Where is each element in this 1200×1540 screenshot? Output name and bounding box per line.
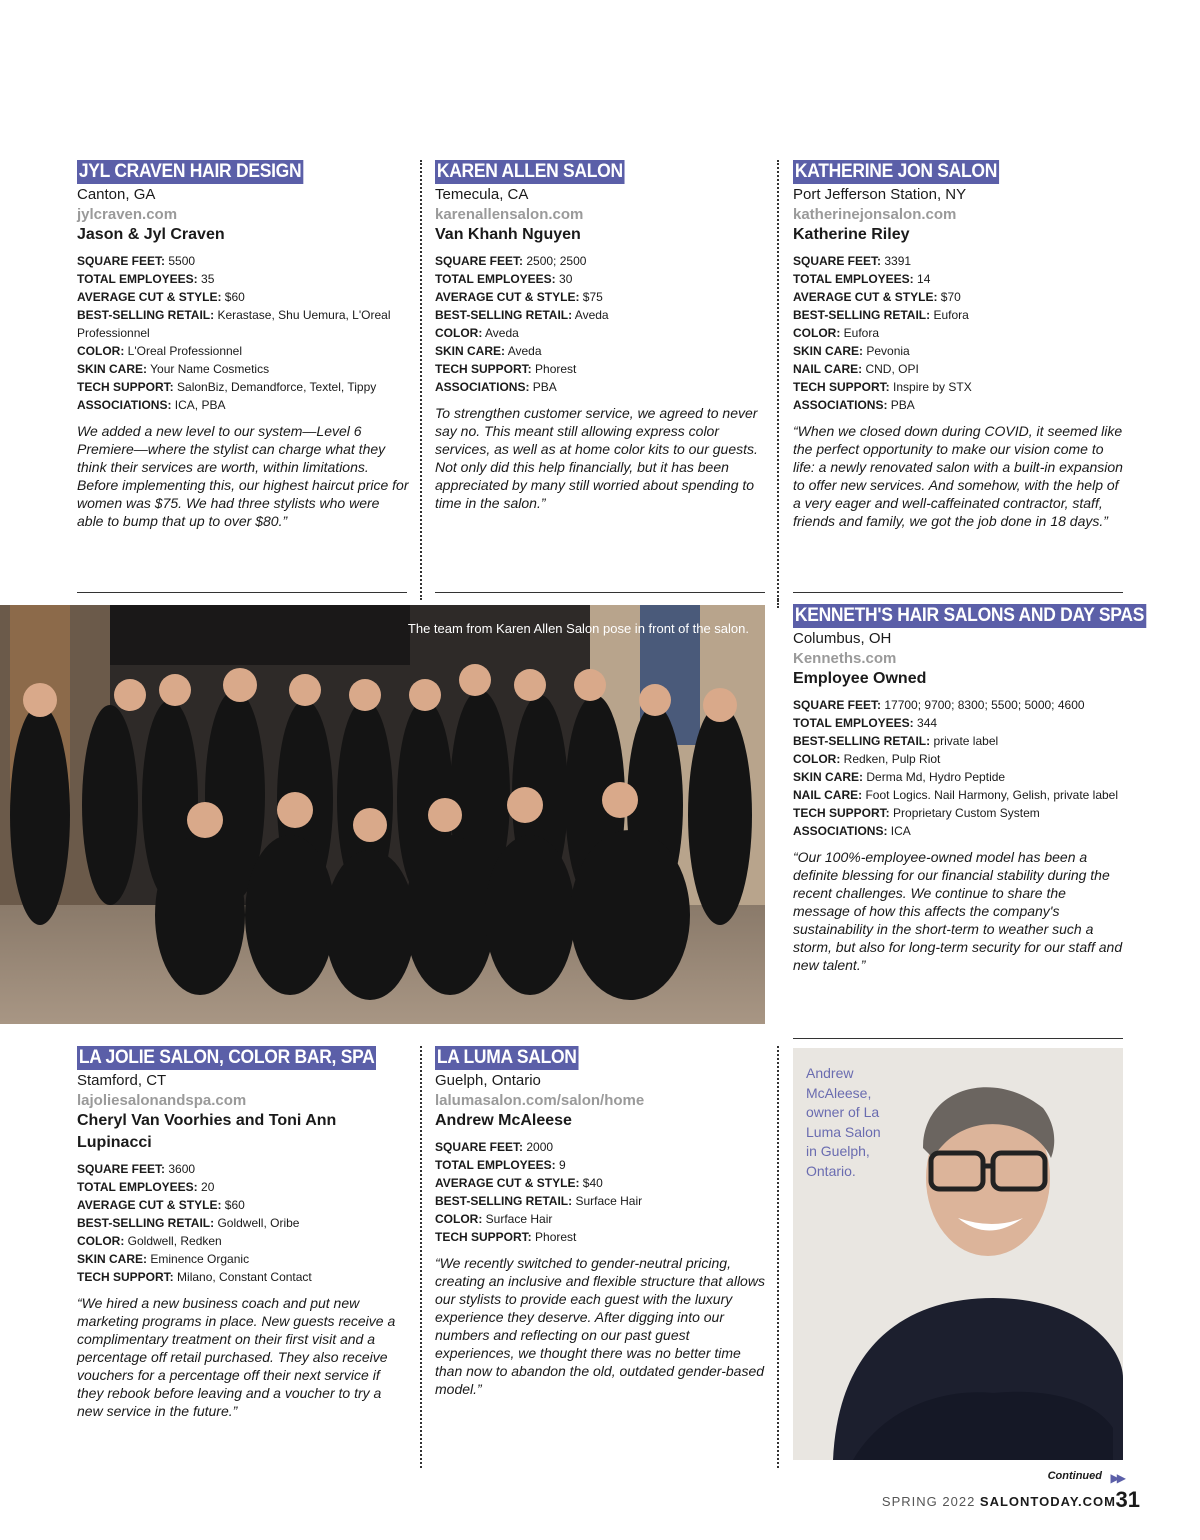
stat-value: Phorest — [535, 362, 577, 376]
stat-line — [435, 1156, 767, 1174]
stat-line — [793, 696, 1125, 714]
column-divider-right-lower — [777, 1046, 779, 1468]
stat-value: $60 — [224, 1198, 245, 1212]
column-divider-left — [420, 160, 422, 600]
stat-value: Aveda — [574, 308, 609, 322]
portrait-caption: Andrew McAleese, owner of La Luma Salon in Guelph, Ontario. — [806, 1065, 881, 1179]
salon-name: JYL CRAVEN HAIR DESIGN — [78, 161, 302, 182]
salon-owner: Andrew McAleese — [435, 1112, 572, 1129]
team-photo-image — [0, 605, 765, 1024]
stat-value: Goldwell, Redken — [127, 1234, 222, 1248]
stat-line — [77, 378, 409, 396]
stat-value: L'Oreal Professionnel — [127, 344, 243, 358]
stat-label: COLOR: — [435, 1212, 483, 1226]
stat-value: Goldwell, Oribe — [217, 1216, 300, 1230]
stat-line — [77, 342, 409, 360]
stat-label: ASSOCIATIONS: — [793, 824, 888, 838]
stat-value: Derma Md, Hydro Peptide — [866, 770, 1006, 784]
stat-line — [435, 342, 767, 360]
salon-quote: “We recently switched to gender-neutral pricing, creating an inclusive and flexible structure that allows our stylists to provide each guest with the luxury experience they deserve. After digging into our numbers and reflecting on our past guest experiences, we thought there was no better time than now to abandon the old, outdated gender-based model.” — [435, 1255, 765, 1397]
stat-line — [793, 342, 1125, 360]
stat-value: Inspire by STX — [893, 380, 972, 394]
stat-line — [435, 252, 767, 270]
stat-line — [435, 1174, 767, 1192]
salon-name: KATHERINE JON SALON — [794, 161, 998, 182]
stat-value: Milano, Constant Contact — [177, 1270, 312, 1284]
stat-line — [793, 252, 1125, 270]
stat-value: 35 — [201, 272, 215, 286]
section-rule — [793, 1038, 1123, 1039]
team-photo — [0, 605, 765, 1024]
stat-value: 20 — [201, 1180, 215, 1194]
stat-value: SalonBiz, Demandforce, Textel, Tippy — [177, 380, 377, 394]
stat-line — [435, 324, 767, 342]
stat-label: TECH SUPPORT: — [793, 380, 890, 394]
stat-value: ICA — [890, 824, 911, 838]
photo-caption: The team from Karen Allen Salon pose in front of the salon. — [407, 621, 749, 636]
stat-line — [793, 324, 1125, 342]
stat-value: $70 — [940, 290, 961, 304]
salon-entry-jyl-craven — [77, 160, 409, 530]
stat-value: Foot Logics. Nail Harmony, Gelish, private label — [865, 788, 1119, 802]
stat-value: Eminence Organic — [150, 1252, 250, 1266]
stat-line — [77, 306, 409, 342]
stat-value: PBA — [532, 380, 557, 394]
stat-value: 9 — [559, 1158, 566, 1172]
continued-label: Continued — [1047, 1470, 1102, 1482]
section-rule — [793, 592, 1123, 593]
stat-line — [435, 360, 767, 378]
stat-line — [435, 306, 767, 324]
stat-label: COLOR: — [77, 344, 125, 358]
stat-value: 30 — [559, 272, 573, 286]
stat-label: COLOR: — [77, 1234, 125, 1248]
stat-label: BEST-SELLING RETAIL: — [793, 308, 931, 322]
salon-quote: “We hired a new business coach and put new marketing programs in place. New guests receive a complimentary treatment on their first visit and a percentage off retail purchased. They also receive vouchers for a percentage off their next service if they rebook before leaving and a voucher to try a new service in the future.” — [77, 1295, 396, 1419]
stat-label: COLOR: — [793, 752, 841, 766]
stat-label: AVERAGE CUT & STYLE: — [435, 1176, 580, 1190]
stat-value: 5500 — [168, 254, 196, 268]
stat-value: Pevonia — [866, 344, 910, 358]
stat-line — [435, 288, 767, 306]
salon-stats — [793, 696, 1125, 840]
stat-line — [77, 1160, 409, 1178]
salon-location: Guelph, Ontario — [435, 1072, 541, 1089]
stat-line — [793, 732, 1125, 750]
salon-owner: Employee Owned — [793, 670, 927, 687]
stat-label: SQUARE FEET: — [435, 254, 524, 268]
stat-label: TOTAL EMPLOYEES: — [77, 272, 198, 286]
stat-line — [77, 1250, 409, 1268]
stat-label: SKIN CARE: — [435, 344, 506, 358]
stat-line — [435, 1228, 767, 1246]
stat-label: BEST-SELLING RETAIL: — [435, 308, 573, 322]
stat-value: Eufora — [933, 308, 969, 322]
stat-value: Redken, Pulp Riot — [843, 752, 941, 766]
page-number: 31 — [1115, 1487, 1140, 1512]
stat-line — [77, 1268, 409, 1286]
stat-value: 3600 — [168, 1162, 196, 1176]
stat-value: Kerastase, Shu Uemura, L'Oreal Professionnel — [77, 308, 391, 340]
salon-entry-katherine-jon — [793, 160, 1125, 530]
stat-value: Your Name Cosmetics — [150, 362, 270, 376]
continued-arrow-icon: ▶▶ — [1110, 1471, 1123, 1485]
stat-label: AVERAGE CUT & STYLE: — [77, 1198, 222, 1212]
stat-label: SQUARE FEET: — [77, 254, 166, 268]
stat-line — [77, 270, 409, 288]
stat-label: BEST-SELLING RETAIL: — [77, 1216, 215, 1230]
stat-line — [793, 786, 1125, 804]
stat-line — [435, 1138, 767, 1156]
stat-label: AVERAGE CUT & STYLE: — [77, 290, 222, 304]
stat-line — [77, 1178, 409, 1196]
salon-name: KAREN ALLEN SALON — [436, 161, 623, 182]
salon-stats — [77, 1160, 409, 1286]
stat-label: NAIL CARE: — [793, 362, 863, 376]
stat-line — [435, 378, 767, 396]
stat-line — [435, 270, 767, 288]
stat-label: SQUARE FEET: — [435, 1140, 524, 1154]
stat-label: SKIN CARE: — [77, 362, 148, 376]
stat-label: ASSOCIATIONS: — [435, 380, 530, 394]
stat-label: TOTAL EMPLOYEES: — [793, 272, 914, 286]
stat-value: Surface Hair — [485, 1212, 553, 1226]
salon-location: Temecula, CA — [435, 186, 529, 203]
salon-owner: Katherine Riley — [793, 226, 910, 243]
stat-line — [793, 804, 1125, 822]
salon-quote: To strengthen customer service, we agreed to never say no. This meant still allowing express color services, as well as at home color kits to our guests. Not only did this help financially, but it has been appreciated by many still worried about spending to time in the salon.” — [435, 405, 758, 511]
section-rule — [435, 592, 765, 593]
stat-value: 17700; 9700; 8300; 5500; 5000; 4600 — [884, 698, 1085, 712]
stat-label: COLOR: — [435, 326, 483, 340]
salon-owner: Van Khanh Nguyen — [435, 226, 581, 243]
stat-line — [793, 288, 1125, 306]
salon-quote: We added a new level to our system—Level 6 Premiere—where the stylist can charge what they think their services are worth, within limitations. Before implementing this, our highest haircut price for women was $75. We had three stylists who were able to bump that up to over $80.” — [77, 423, 409, 529]
stat-line — [793, 750, 1125, 768]
stat-value: 2500; 2500 — [526, 254, 587, 268]
stat-label: COLOR: — [793, 326, 841, 340]
salon-location: Columbus, OH — [793, 630, 892, 647]
stat-line — [77, 360, 409, 378]
salon-website-link[interactable]: katherinejonsalon.com — [793, 206, 957, 223]
stat-value: ICA, PBA — [174, 398, 226, 412]
stat-label: ASSOCIATIONS: — [77, 398, 172, 412]
stat-label: SKIN CARE: — [77, 1252, 148, 1266]
stat-label: TOTAL EMPLOYEES: — [435, 272, 556, 286]
stat-label: AVERAGE CUT & STYLE: — [435, 290, 580, 304]
salon-location: Canton, GA — [77, 186, 156, 203]
stat-value: Proprietary Custom System — [893, 806, 1040, 820]
stat-value: $60 — [224, 290, 245, 304]
stat-label: AVERAGE CUT & STYLE: — [793, 290, 938, 304]
stat-line — [793, 714, 1125, 732]
stat-value: private label — [933, 734, 999, 748]
stat-label: TECH SUPPORT: — [793, 806, 890, 820]
stat-line — [77, 1232, 409, 1250]
salon-entry-la-luma — [435, 1046, 767, 1398]
stat-line — [77, 1214, 409, 1232]
salon-name: LA LUMA SALON — [436, 1047, 577, 1068]
issue-season: SPRING 2022 — [881, 1494, 976, 1509]
stat-value: $75 — [582, 290, 603, 304]
stat-label: BEST-SELLING RETAIL: — [77, 308, 215, 322]
stat-label: SKIN CARE: — [793, 770, 864, 784]
stat-value: Phorest — [535, 1230, 577, 1244]
page-footer — [882, 1494, 1116, 1509]
column-divider-right — [777, 160, 779, 600]
stat-label: TOTAL EMPLOYEES: — [77, 1180, 198, 1194]
stat-line — [793, 822, 1125, 840]
salon-owner: Cheryl Van Voorhies and Toni Ann Lupinacci — [77, 1112, 337, 1151]
stat-label: ASSOCIATIONS: — [793, 398, 888, 412]
salon-entry-kenneths — [793, 604, 1145, 974]
stat-line — [435, 1210, 767, 1228]
stat-line — [435, 1192, 767, 1210]
stat-label: BEST-SELLING RETAIL: — [793, 734, 931, 748]
stat-value: 14 — [917, 272, 931, 286]
stat-label: SQUARE FEET: — [793, 698, 882, 712]
stat-value: Aveda — [507, 344, 542, 358]
stat-value: 344 — [917, 716, 938, 730]
stat-value: Surface Hair — [575, 1194, 643, 1208]
salon-name: LA JOLIE SALON, COLOR BAR, SPA — [78, 1047, 375, 1068]
salon-owner: Jason & Jyl Craven — [77, 226, 225, 243]
salon-website-link[interactable]: Kenneths.com — [793, 650, 897, 667]
salon-stats — [435, 1138, 767, 1246]
stat-value: CND, OPI — [865, 362, 919, 376]
salon-website-link[interactable]: lalumasalon.com/salon/home — [435, 1092, 645, 1109]
stat-label: SKIN CARE: — [793, 344, 864, 358]
salon-quote: “Our 100%-employee-owned model has been a definite blessing for our financial stability during the recent challenges. We continue to share the message of how this affects the company's sustainability in the short-term to weather such a storm, but also for long-term security for our staff and new talent.” — [793, 849, 1123, 973]
salon-stats — [793, 252, 1125, 414]
section-rule — [77, 592, 407, 593]
salon-entry-la-jolie — [77, 1046, 409, 1420]
salon-website-link[interactable]: karenallensalon.com — [435, 206, 584, 223]
stat-label: TOTAL EMPLOYEES: — [793, 716, 914, 730]
stat-value: 2000 — [526, 1140, 554, 1154]
stat-label: TOTAL EMPLOYEES: — [435, 1158, 556, 1172]
stat-value: Eufora — [843, 326, 880, 340]
salon-stats — [77, 252, 409, 414]
salon-location: Stamford, CT — [77, 1072, 167, 1089]
salon-name: KENNETH'S HAIR SALONS AND DAY SPAS — [794, 605, 1145, 626]
salon-quote: “When we closed down during COVID, it seemed like the perfect opportunity to make our vision come to life: a newly renovated salon with a built-in expansion to offer new services. And somehow, with the help of a very eager and well-caffeinated contractor, staff, friends and family, we got the job done in 18 days.” — [793, 423, 1123, 529]
stat-label: NAIL CARE: — [793, 788, 863, 802]
column-divider-right-mid — [777, 600, 779, 608]
stat-value: 3391 — [884, 254, 912, 268]
salon-entry-karen-allen — [435, 160, 767, 512]
stat-label: TECH SUPPORT: — [435, 362, 532, 376]
stat-line — [793, 306, 1125, 324]
stat-label: TECH SUPPORT: — [77, 1270, 174, 1284]
owner-portrait — [793, 1048, 1123, 1460]
stat-label: TECH SUPPORT: — [435, 1230, 532, 1244]
stat-label: TECH SUPPORT: — [77, 380, 174, 394]
stat-label: SQUARE FEET: — [77, 1162, 166, 1176]
salon-location: Port Jefferson Station, NY — [793, 186, 967, 203]
stat-label: BEST-SELLING RETAIL: — [435, 1194, 573, 1208]
stat-line — [793, 270, 1125, 288]
stat-value: Aveda — [485, 326, 519, 340]
stat-line — [77, 396, 409, 414]
salon-stats — [435, 252, 767, 396]
stat-value: PBA — [890, 398, 915, 412]
stat-line — [793, 360, 1125, 378]
salon-website-link[interactable]: lajoliesalonandspa.com — [77, 1092, 247, 1109]
stat-line — [77, 1196, 409, 1214]
stat-line — [77, 288, 409, 306]
stat-line — [793, 378, 1125, 396]
stat-value: $40 — [582, 1176, 603, 1190]
column-divider-left-lower — [420, 1046, 422, 1468]
stat-line — [77, 252, 409, 270]
salon-website-link[interactable]: jylcraven.com — [77, 206, 178, 223]
stat-line — [793, 768, 1125, 786]
site-name: SALONTODAY.COM — [979, 1494, 1116, 1509]
stat-line — [793, 396, 1125, 414]
stat-label: SQUARE FEET: — [793, 254, 882, 268]
